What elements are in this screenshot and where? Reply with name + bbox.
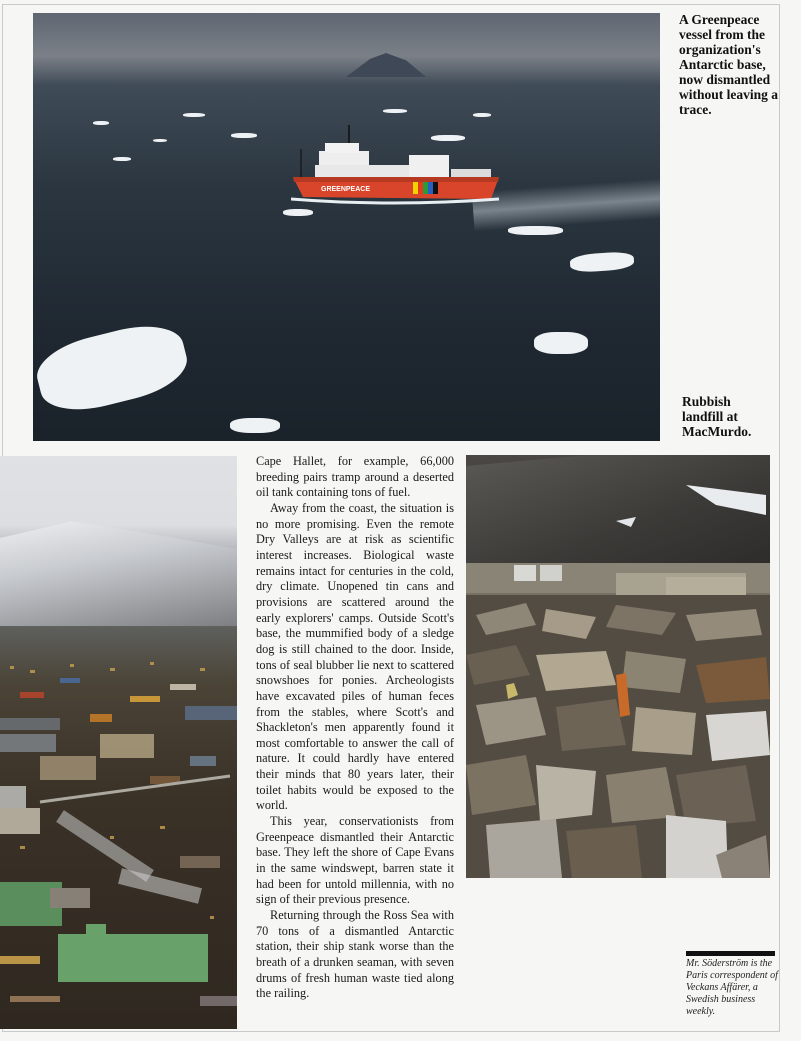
base-buildings <box>0 456 237 1029</box>
rubbish-landfill-photo <box>466 455 770 878</box>
ice-floe <box>534 332 588 354</box>
ice-floe <box>153 139 167 142</box>
vessel-caption: A Greenpeace vessel from the organization's Antarctic base, now dismantled without leaving a trace. <box>679 12 779 117</box>
macmurdo-base-photo <box>0 456 237 1029</box>
ice-floe <box>230 418 280 433</box>
article-body <box>256 454 454 1002</box>
landfill-caption: Rubbish landfill at MacMurdo. <box>682 394 752 439</box>
greenpeace-ship <box>291 125 501 211</box>
article-paragraph-4: Returning through the Ross Sea with 70 tons of a dismantled Antarctic station, their ship stank worse than the breath of a drunken seaman, with seven drums of fresh human waste tied along the railing. <box>256 908 454 1001</box>
ice-floe <box>183 113 205 117</box>
article-paragraph-1: Cape Hallet, for example, 66,000 breeding pairs tramp around a deserted oil tank containing tons of fuel. <box>256 454 454 500</box>
ship-hull-text: GREENPEACE <box>321 186 371 193</box>
greenpeace-vessel-photo <box>33 13 660 441</box>
ice-floe <box>93 121 109 125</box>
article-paragraph-2: Away from the coast, the situation is no more promising. Even the remote Dry Valleys are at risk as scientific interest increases. Biological waste remains intact for centuries in the cold, dry climate. Unopened tin cans and provisions are scattered around the early explorers' camps. Outside Scott's base, the mummified body of a sledge dog is still chained to the door. Inside, tons of seal blubber lie next to scattered snowshoes for ponies. Archeologists have excavated piles of human feces from the stables, where Scott's and Shackleton's men apparently found it most comfortable to answer the call of nature. It could hardly have entered their minds that 80 years later, their toilet habits would be exposed to the world. <box>256 500 454 813</box>
ice-floe <box>231 133 257 138</box>
ice-floe <box>473 113 491 117</box>
ice-floe <box>33 316 193 420</box>
ice-floe <box>113 157 131 161</box>
island-mountain <box>346 53 426 77</box>
article-paragraph-3: This year, conservationists from Greenpeace dismantled their Antarctic base. They left the shore of Cape Evans in the same windswept, barren state it had been for untold millennia, with no sign of their previous presence. <box>256 814 454 907</box>
author-bio: Mr. Söderström is the Paris correspondent of Veckans Affärer, a Swedish business weekly. <box>686 958 778 1017</box>
bio-rule <box>686 951 775 956</box>
ice-floe <box>569 251 634 273</box>
ice-floe <box>383 109 407 113</box>
debris-pile <box>466 595 770 878</box>
